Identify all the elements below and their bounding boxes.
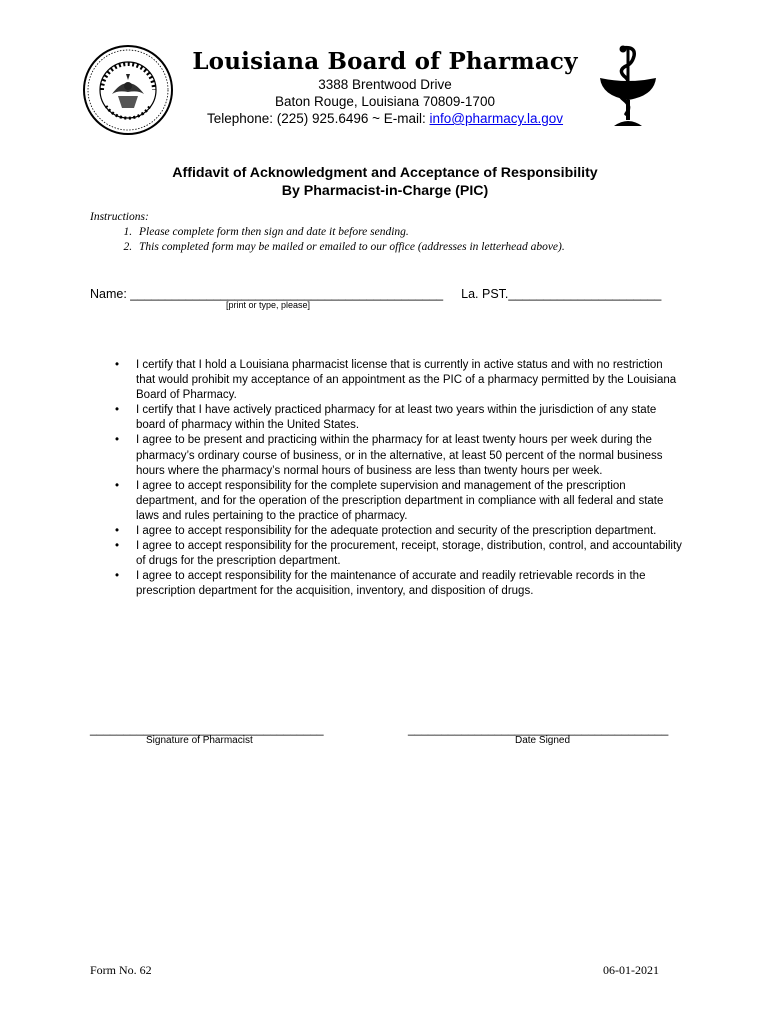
instructions-list: [90, 225, 670, 255]
instruction-item: 1. Please complete form then sign and date it before sending.: [135, 225, 670, 240]
form-number: Form No. 62: [90, 963, 152, 977]
signature-label: Signature of Pharmacist: [146, 735, 253, 746]
license-field[interactable]: ______________________: [508, 287, 662, 301]
letterhead: [190, 48, 580, 127]
organization-name: Louisiana Board of Pharmacy: [192, 48, 578, 75]
name-hint: [print or type, please]: [226, 300, 311, 310]
instruction-item: 2. This completed form may be mailed or emailed to our office (addresses in letterhead above).: [135, 240, 670, 255]
certification-item: • I agree to be present and practicing within the pharmacy for at least twenty hours per week during the pharmacy’s ordinary course of business, or in the alternative, at least 50 percent of the normal business hours where the pharmacy’s normal hours of business are less than twenty hours per week.: [115, 433, 685, 478]
title-line-1: Affidavit of Acknowledgment and Acceptance of Responsibility: [172, 165, 598, 181]
contact-line: [190, 110, 580, 127]
email-link[interactable]: info@pharmacy.la.gov: [429, 111, 564, 126]
signature-field[interactable]: ___________________________________: [90, 722, 324, 736]
date-field[interactable]: _______________________________________: [408, 722, 669, 736]
document-title: [100, 164, 670, 200]
certification-item: • I agree to accept responsibility for the complete supervision and management of the prescription department, and for the operation of the prescription department in compliance with all federal and state laws and rules pertaining to the practice of pharmacy.: [115, 479, 685, 524]
phone-label: Telephone: (225) 925.6496 ~ E-mail:: [206, 111, 430, 126]
certification-item: • I agree to accept responsibility for the maintenance of accurate and readily retrievable records in the prescription department for the acquisition, inventory, and disposition of drugs.: [115, 569, 685, 599]
street-address: 3388 Brentwood Drive: [318, 77, 452, 92]
certification-item: • I certify that I have actively practiced pharmacy for at least two years within the jurisdiction of any state board of pharmacy within the United States.: [115, 403, 685, 433]
title-line-2: By Pharmacist-in-Charge (PIC): [281, 183, 489, 199]
city-address: Baton Rouge, Louisiana 70809-1700: [275, 94, 495, 109]
certification-item: • I certify that I hold a Louisiana pharmacist license that is currently in active status and with no restriction that would prohibit my acceptance of an appointment as the PIC of a pharmacy permitted by the Louisiana Board of Pharmacy.: [115, 358, 685, 403]
instructions: [90, 210, 670, 255]
certification-item: • I agree to accept responsibility for the procurement, receipt, storage, distribution, control, and accountability of drugs for the prescription department.: [115, 539, 685, 569]
certification-list: [115, 358, 685, 600]
date-label: Date Signed: [515, 735, 571, 746]
name-row: [90, 286, 690, 302]
state-seal-icon: [82, 44, 174, 136]
license-label: La. PST.: [461, 287, 509, 301]
instructions-heading: Instructions:: [90, 211, 149, 223]
name-field[interactable]: _____________________________________________: [130, 287, 444, 301]
name-label: Name:: [90, 287, 131, 301]
bowl-of-hygieia-icon: [596, 44, 660, 130]
revision-date: 06-01-2021: [603, 963, 659, 977]
certification-item: • I agree to accept responsibility for the adequate protection and security of the prescription department.: [115, 524, 685, 539]
